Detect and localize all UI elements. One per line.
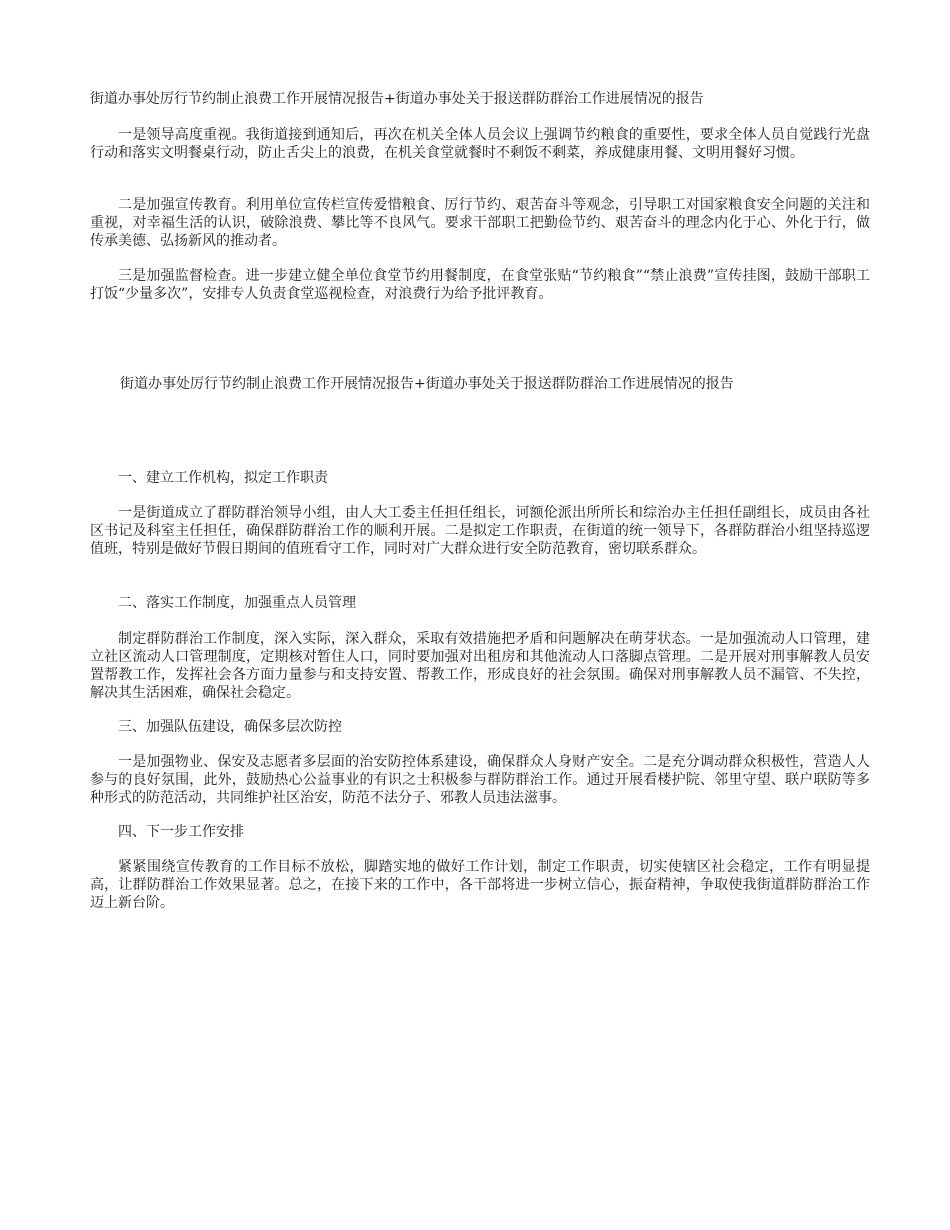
paragraph-supervision: 三是加强监督检查。进一步建立健全单位食堂节约用餐制度，在食堂张贴“节约粮食”“禁止浪费”宣传挂图，鼓励干部职工打饭“少量多次”，安排专人负责食堂巡视检查，对浪费行为给予批评教育。	[90, 268, 870, 302]
section-paragraph-2: 制定群防群治工作制度，深入实际，深入群众，采取有效措施把矛盾和问题解决在萌芽状态。一是加强流动人口管理，建立社区流动人口管理制度，定期核对暂住人口，同时要加强对出租房和其他流动人口落脚点管理。二是开展对刑事解教人员安置帮教工作，发挥社会各方面力量参与和支持安置、帮教工作，形成良好的社会氛围。确保对刑事解教人员不漏管、不失控，解决其生活困难，确保社会稳定。	[90, 631, 870, 701]
paragraph-publicity: 二是加强宣传教育。利用单位宣传栏宣传爱惜粮食、厉行节约、艰苦奋斗等观念，引导职工对国家粮食安全问题的关注和重视，对幸福生活的认识，破除浪费、攀比等不良风气。要求干部职工把勤俭节约、艰苦奋斗的理念内化于心、外化于行，做传承美德、弘扬新风的推动者。	[90, 197, 870, 249]
section-heading-2: 二、落实工作制度，加强重点人员管理	[118, 595, 356, 611]
section-heading-3: 三、加强队伍建设，确保多层次防控	[118, 719, 342, 735]
section-paragraph-4: 紧紧围绕宣传教育的工作目标不放松，脚踏实地的做好工作计划，制定工作职责，切实使辖区社会稳定，工作有明显提高，让群防群治工作效果显著。总之，在接下来的工作中，各干部将进一步树立信心，振奋精神，争取使我街道群防群治工作迈上新台阶。	[90, 859, 870, 911]
paragraph-leadership: 一是领导高度重视。我街道接到通知后，再次在机关全体人员会议上强调节约粮食的重要性，要求全体人员自觉践行光盘行动和落实文明餐桌行动，防止舌尖上的浪费，在机关食堂就餐时不剩饭不剩菜，养成健康用餐、文明用餐好习惯。	[90, 127, 870, 161]
section-paragraph-3: 一是加强物业、保安及志愿者多层面的治安防控体系建设，确保群众人身财产安全。二是充分调动群众积极性，营造人人参与的良好氛围，此外，鼓励热心公益事业的有识之士积极参与群防群治工作。通过开展看楼护院、邻里守望、联户联防等多种形式的防范活动，共同维护社区治安，防范不法分子、邪教人员违法滋事。	[90, 754, 870, 806]
section-heading-1: 一、建立工作机构，拟定工作职责	[118, 470, 328, 486]
document-title-repeat: 街道办事处厉行节约制止浪费工作开展情况报告+街道办事处关于报送群防群治工作进展情况的报告	[120, 376, 734, 392]
section-heading-4: 四、下一步工作安排	[118, 824, 244, 840]
section-paragraph-1: 一是街道成立了群防群治领导小组，由人大工委主任担任组长，诃额伦派出所所长和综治办主任担任副组长，成员由各社区书记及科室主任担任，确保群防群治工作的顺利开展。二是拟定工作职责，在街道的统一领导下，各群防群治小组坚持巡逻值班，特别是做好节假日期间的值班看守工作，同时对广大群众进行安全防范教育，密切联系群众。	[90, 505, 870, 557]
document-title: 街道办事处厉行节约制止浪费工作开展情况报告+街道办事处关于报送群防群治工作进展情况的报告	[90, 91, 704, 107]
